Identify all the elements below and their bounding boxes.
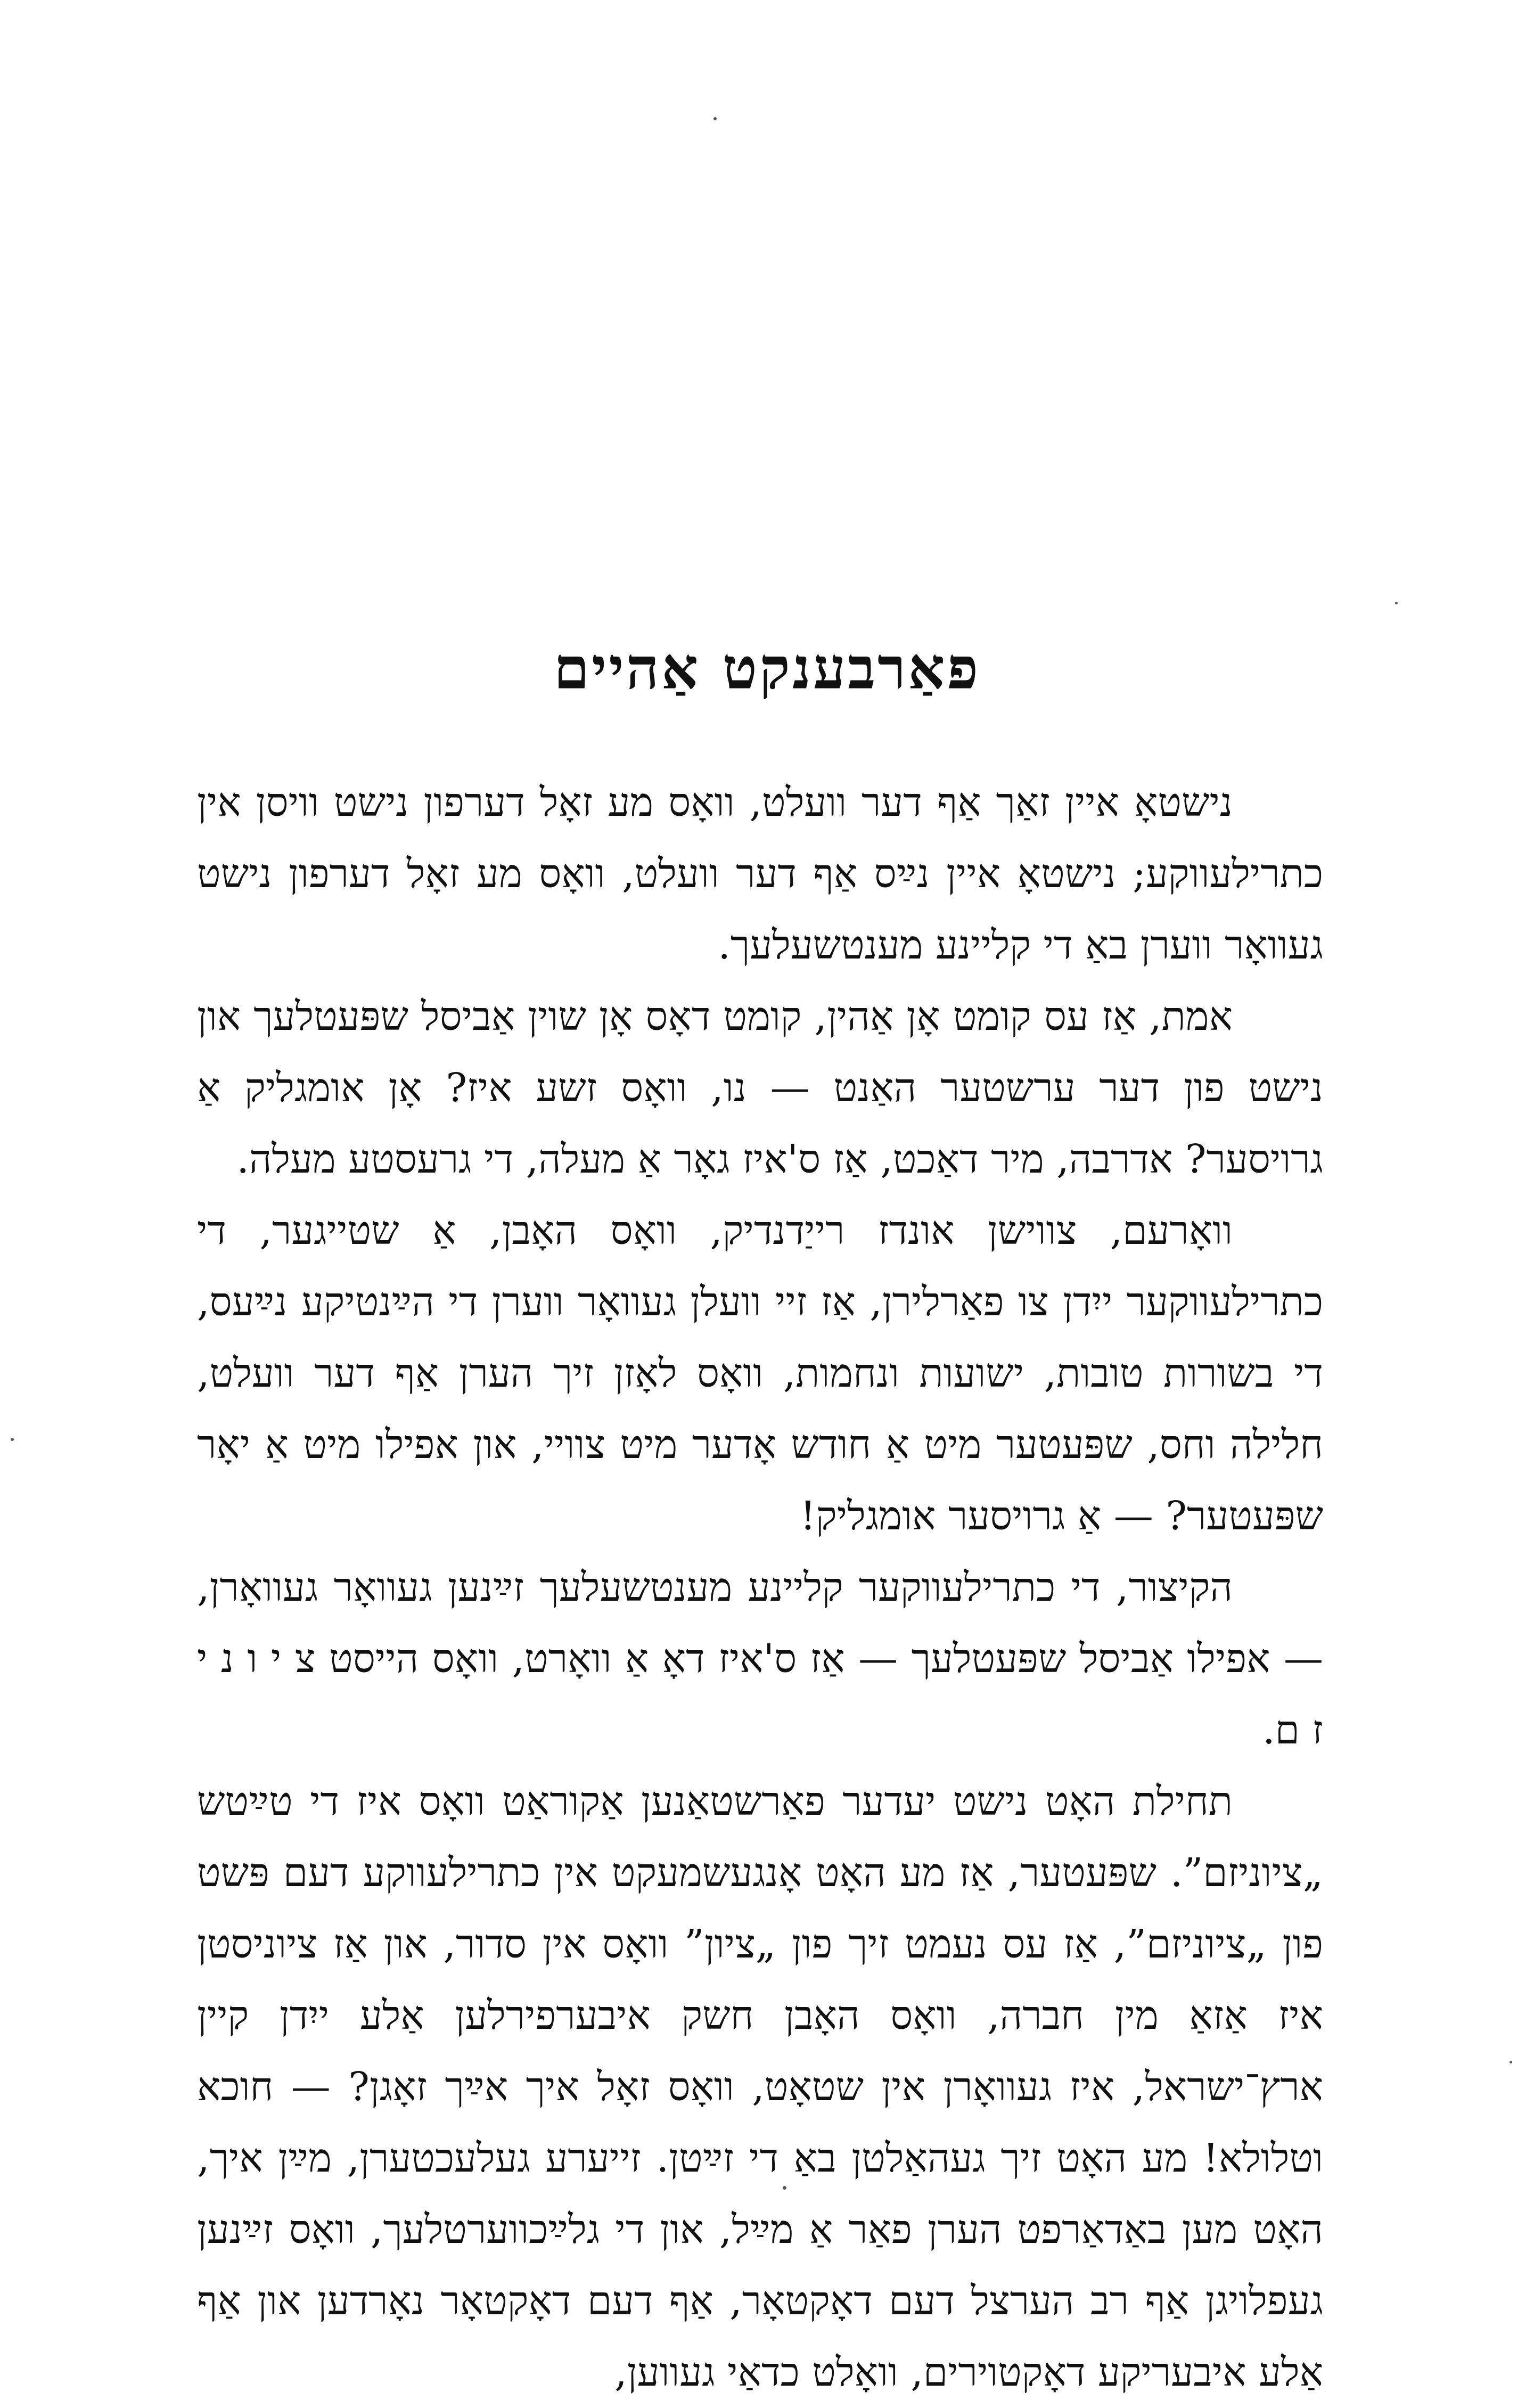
- paper-speck: [1395, 602, 1398, 604]
- paper-speck: [783, 2186, 786, 2190]
- paragraph-3: וואָרעם, צווישן אונדז רייַדנדיק, וואָס האָבן, אַ שטייגער, די כתרילעווקער ייִדן צו פאַרלירן, אַז זיי וועלן געוואָר ווערן די הײַנטיקע נײַעס, די בשורות טובות, ישועות ונחמות, וואָס לאָזן זיך הערן אַף דער וועלט, חלילה וחס, שפּעטער מיט אַ חודש אָדער מיט צוויי, און אפילו מיט אַ יאָר שפּעטער? — אַ גרויסער אומגליק!: [197, 1208, 1323, 1539]
- paragraph-1: נישטאָ איין זאַך אַף דער וועלט, וואָס מע זאָל דערפון נישט וויסן אין כתרילעווקע; נישטאָ איין נײַס אַף דער וועלט, וואָס מע זאָל דערפון נישט געוואָר ווערן באַ די קליינע מענטשעלעך.: [197, 780, 1323, 968]
- paragraph-5: תחילת האָט נישט יעדער פאַרשטאַנען אַקוראַט וואָס איז די טײַטש „ציוניזם”. שפּעטער, אַז מע האָט אָנגעשמעקט אין כתרילעווקע דעם פּשט פון „ציוניזם”, אַז עס נעמט זיך פון „ציון” וואָס אין סדור, און אַז ציוניסטן איז אַזאַ מין חברה, וואָס האָבן חשק איבערפירלען אַלע ייִדן קיין ארץ־ישראל, איז געוואָרן אין שטאָט, וואָס זאָל איך אײַך זאָגן? — חוכא וטלולא! מע האָט זיך געהאַלטן באַ די זײַטן. זייערע געלעכטערן, מײַן איך, האָט מען באַדאַרפט הערן פאַר אַ מײַל, און די גלײַכווערטלעך, וואָס זײַנען געפלויגן אַף רב הערצל דעם דאָקטאָר, אַף דעם דאָקטאָר נאָרדען און אַף אַלע איבעריקע דאָקטוירים, וואָלט כדאַי געווען,: [197, 1779, 1323, 2395]
- paper-speck: [11, 1438, 14, 1441]
- paragraph-4: הקיצור, די כתרילעווקער קליינע מענטשעלעך זײַנען געוואָר געוואָרן, — אפילו אַביסל שפּעטלעך — אַז ס'איז דאָ אַ וואָרט, וואָס הייסט צ י ו נ י ז ם.: [197, 1565, 1323, 1753]
- paper-speck: [713, 117, 717, 120]
- body-text: [197, 767, 1323, 2408]
- paragraph-2: אמת, אַז עס קומט אָן אַהין, קומט דאָס אָן שוין אַביסל שפּעטלעך און נישט פון דער ערשטער האַנט — נו, וואָס זשע איז? אָן אומגליק אַ גרויסער? אדרבה, מיר דאַכט, אַז ס'איז גאָר אַ מעלה, די גרעסטע מעלה.: [197, 994, 1323, 1182]
- paper-speck: [1510, 2061, 1512, 2063]
- chapter-title: פאַרבענקט אַהיים: [553, 635, 981, 703]
